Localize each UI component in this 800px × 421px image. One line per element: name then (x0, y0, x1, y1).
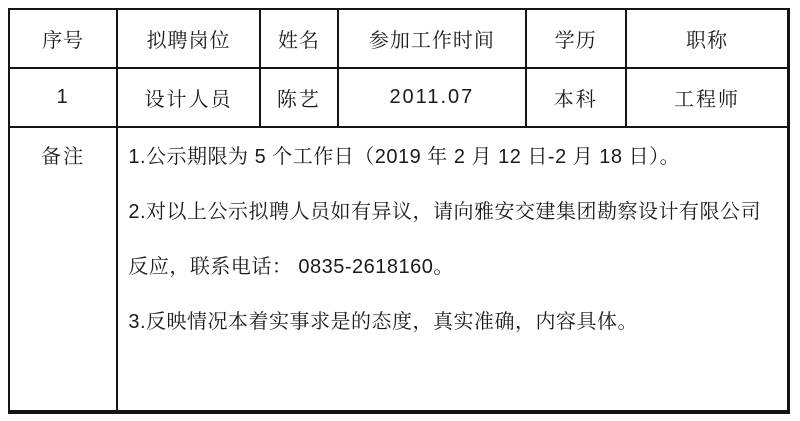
remarks-note-3: 3.反映情况本着实事求是的态度，真实准确，内容具体。 (128, 311, 639, 333)
cell-education: 本科 (526, 68, 626, 127)
column-header-education: 学历 (526, 9, 626, 68)
column-header-position: 拟聘岗位 (117, 9, 259, 68)
cell-name: 陈艺 (260, 68, 338, 127)
column-header-title: 职称 (626, 9, 789, 68)
column-header-index: 序号 (9, 9, 117, 68)
table-header-row (9, 9, 789, 68)
remarks-content (117, 127, 788, 412)
cell-start-date: 2011.07 (338, 68, 526, 127)
table-remarks-row (9, 127, 789, 412)
remarks-note-1: 1.公示期限为 5 个工作日（2019 年 2 月 12 日-2 月 18 日）。 (128, 146, 681, 168)
remarks-label: 备注 (9, 127, 117, 412)
cell-position: 设计人员 (117, 68, 259, 127)
remarks-note-2: 2.对以上公示拟聘人员如有异议，请向雅安交建集团勘察设计有限公司反应，联系电话： 0835-2618160。 (128, 201, 762, 278)
column-header-name: 姓名 (260, 9, 338, 68)
recruitment-notice-table (8, 8, 790, 414)
cell-index: 1 (9, 68, 117, 127)
cell-title: 工程师 (626, 68, 789, 127)
column-header-start-date: 参加工作时间 (338, 9, 526, 68)
table-data-row (9, 68, 789, 127)
